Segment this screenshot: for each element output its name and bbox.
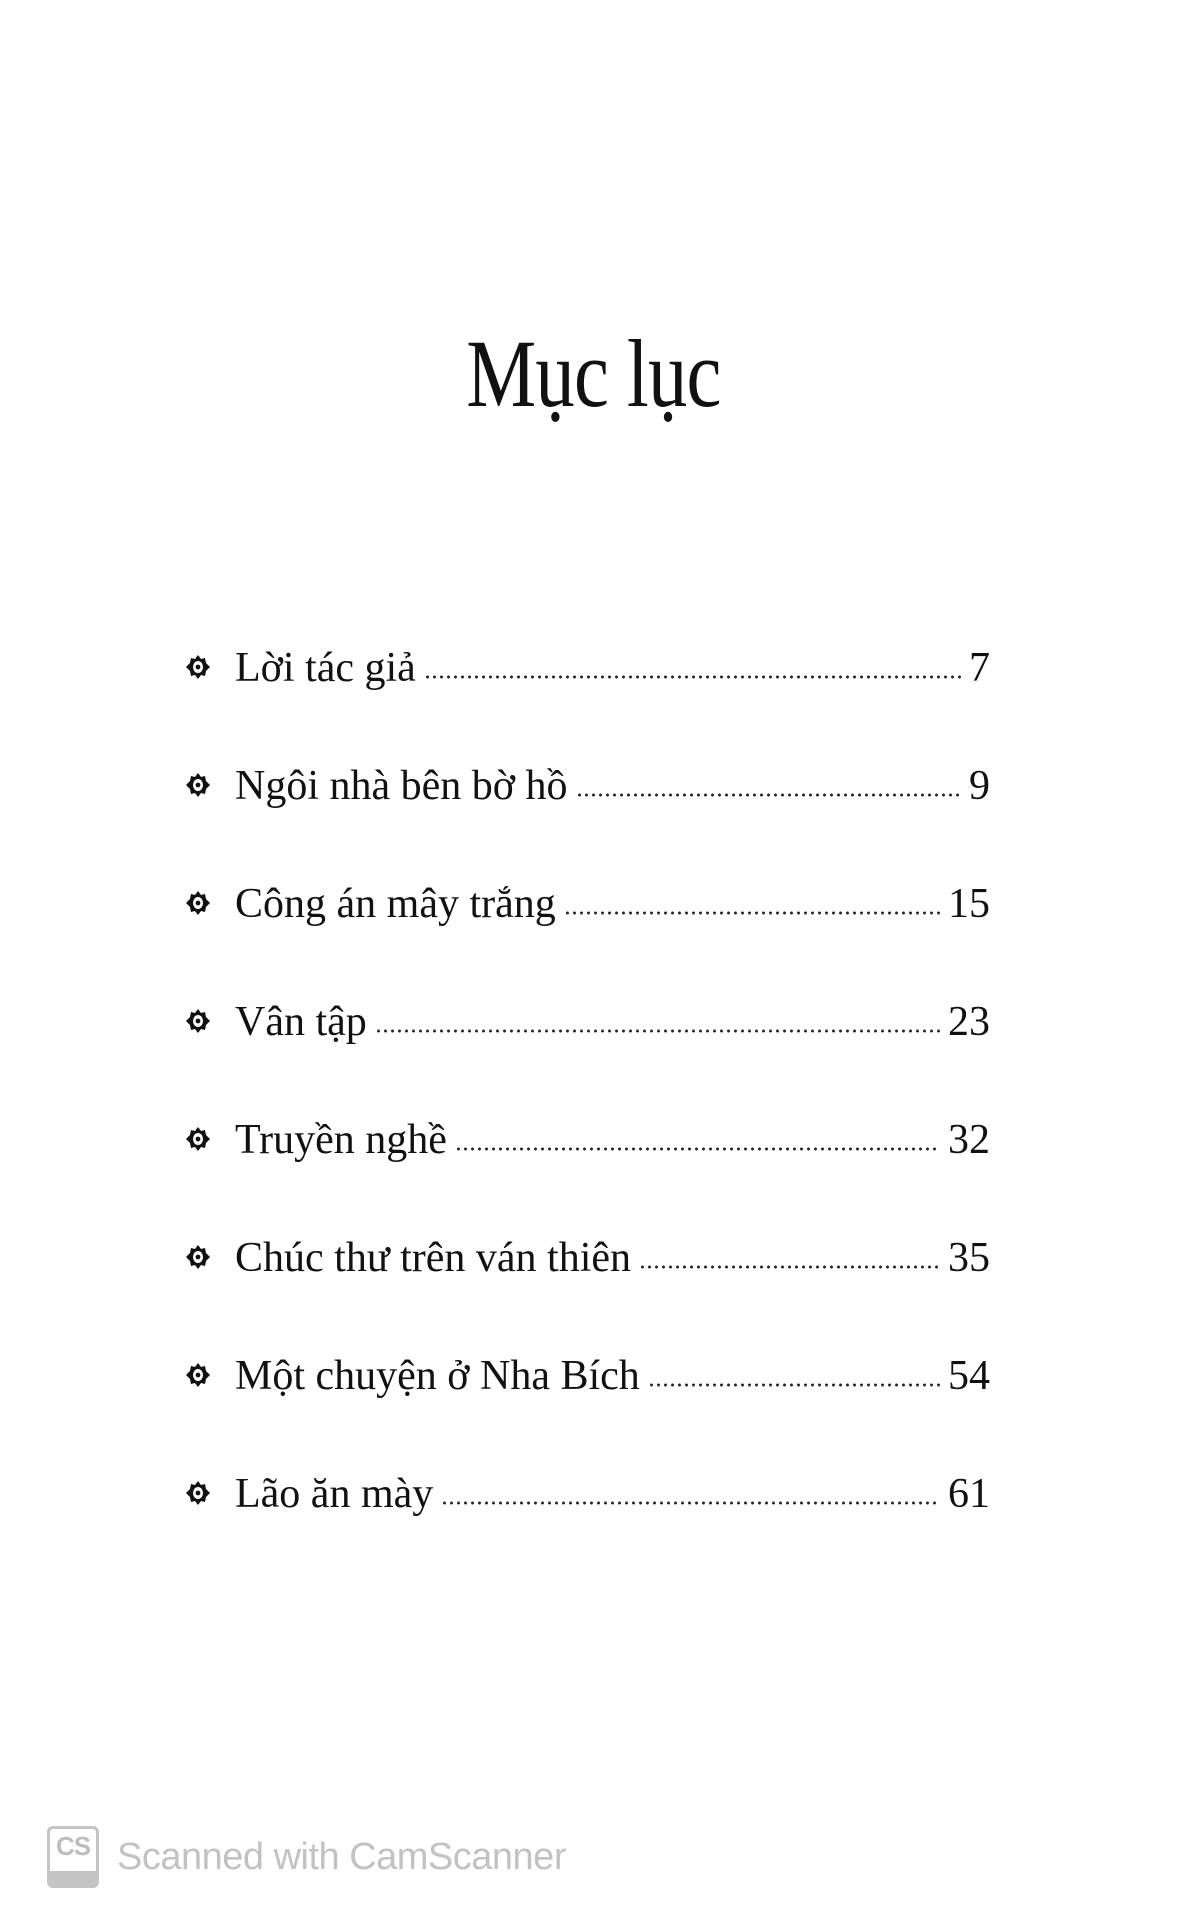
dot-leader bbox=[564, 911, 940, 915]
entry-label: Ngôi nhà bên bờ hồ bbox=[235, 763, 568, 809]
logo-bar bbox=[50, 1871, 96, 1885]
entry-page-number: 61 bbox=[948, 1471, 990, 1517]
entry-label: Chúc thư trên ván thiên bbox=[235, 1235, 632, 1281]
table-of-contents bbox=[185, 638, 990, 1582]
entry-page-number: 7 bbox=[969, 645, 990, 691]
toc-entry bbox=[185, 1228, 990, 1346]
watermark-text: Scanned with CamScanner bbox=[117, 1835, 566, 1878]
entry-label: Công án mây trắng bbox=[235, 881, 556, 927]
dot-leader bbox=[576, 793, 962, 797]
entry-page-number: 15 bbox=[948, 881, 990, 927]
entry-label: Lão ăn mày bbox=[235, 1471, 434, 1517]
camscanner-watermark bbox=[47, 1826, 566, 1888]
entry-label: Lời tác giả bbox=[235, 645, 416, 691]
toc-entry bbox=[185, 874, 990, 992]
toc-entry bbox=[185, 638, 990, 756]
dot-leader bbox=[424, 675, 961, 679]
ornamental-bullet-icon bbox=[185, 890, 211, 916]
ornamental-bullet-icon bbox=[185, 1362, 211, 1388]
entry-page-number: 9 bbox=[969, 763, 990, 809]
dot-leader bbox=[639, 1265, 940, 1269]
ornamental-bullet-icon bbox=[185, 1480, 211, 1506]
ornamental-bullet-icon bbox=[185, 1126, 211, 1152]
logo-text: CS bbox=[55, 1831, 91, 1861]
entry-page-number: 54 bbox=[948, 1353, 990, 1399]
toc-entry bbox=[185, 992, 990, 1110]
entry-page-number: 32 bbox=[948, 1117, 990, 1163]
entry-label: Truyền nghề bbox=[235, 1117, 447, 1163]
toc-entry bbox=[185, 1110, 990, 1228]
entry-page-number: 23 bbox=[948, 999, 990, 1045]
dot-leader bbox=[375, 1029, 940, 1033]
ornamental-bullet-icon bbox=[185, 1008, 211, 1034]
toc-entry bbox=[185, 1346, 990, 1464]
toc-entry bbox=[185, 1464, 990, 1582]
ornamental-bullet-icon bbox=[185, 654, 211, 680]
dot-leader bbox=[441, 1501, 940, 1505]
ornamental-bullet-icon bbox=[185, 772, 211, 798]
ornamental-bullet-icon bbox=[185, 1244, 211, 1270]
toc-entry bbox=[185, 756, 990, 874]
dot-leader bbox=[648, 1383, 940, 1387]
dot-leader bbox=[455, 1147, 940, 1151]
entry-label: Vân tập bbox=[235, 999, 367, 1045]
entry-page-number: 35 bbox=[948, 1235, 990, 1281]
entry-label: Một chuyện ở Nha Bích bbox=[235, 1353, 640, 1399]
camscanner-logo-icon bbox=[47, 1826, 99, 1888]
page-title: Mục lục bbox=[466, 320, 721, 427]
